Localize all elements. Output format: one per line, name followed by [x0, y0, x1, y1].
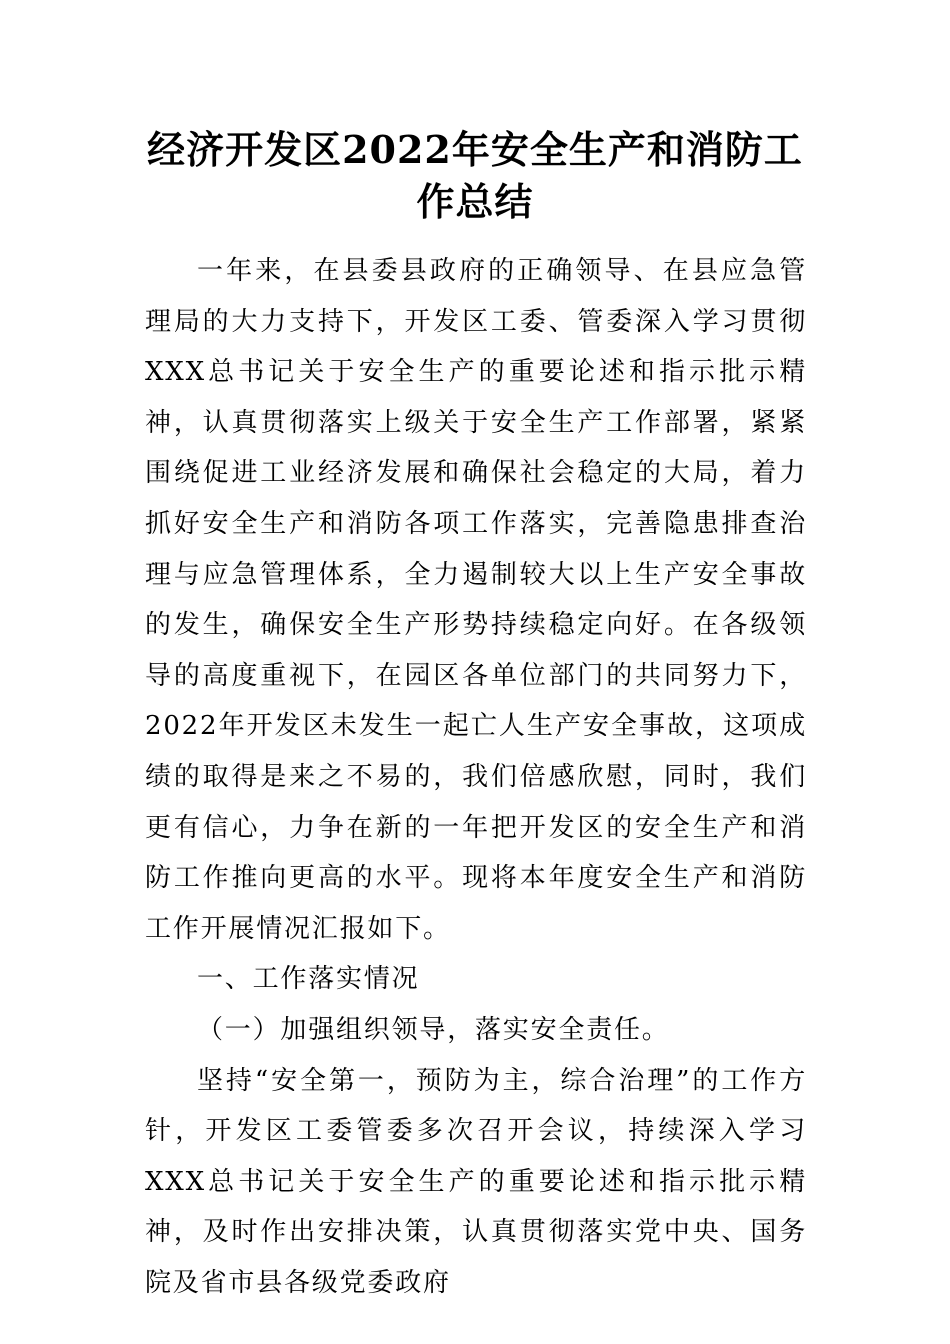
document-body: [145, 246, 807, 1308]
section-heading: 一、工作落实情况: [197, 964, 420, 995]
document-title: 经济开发区2022年安全生产和消防工作总结: [147, 127, 803, 224]
body-paragraph: 坚持“安全第一，预防为主，综合治理”的工作方针，开发区工委管委多次召开会议，持续深入学习XXX总书记关于安全生产的重要论述和指示批示精神，及时作出安排决策，认真贯彻落实党中央、国务院及省市县各级党委政府: [145, 1065, 807, 1298]
intro-paragraph: 一年来，在县委县政府的正确领导、在县应急管理局的大力支持下，开发区工委、管委深入学习贯彻XXX总书记关于安全生产的重要论述和指示批示精神，认真贯彻落实上级关于安全生产工作部署，紧紧围绕促进工业经济发展和确保社会稳定的大局，着力抓好安全生产和消防各项工作落实，完善隐患排查治理与应急管理体系，全力遏制较大以上生产安全事故的发生，确保安全生产形势持续稳定向好。在各级领导的高度重视下，在园区各单位部门的共同努力下，2022年开发区未发生一起亡人生产安全事故，这项成绩的取得是来之不易的，我们倍感欣慰，同时，我们更有信心，力争在新的一年把开发区的安全生产和消防工作推向更高的水平。现将本年度安全生产和消防工作开展情况汇报如下。: [145, 256, 807, 944]
subsection-heading: （一）加强组织领导，落实安全责任。: [197, 1014, 670, 1045]
